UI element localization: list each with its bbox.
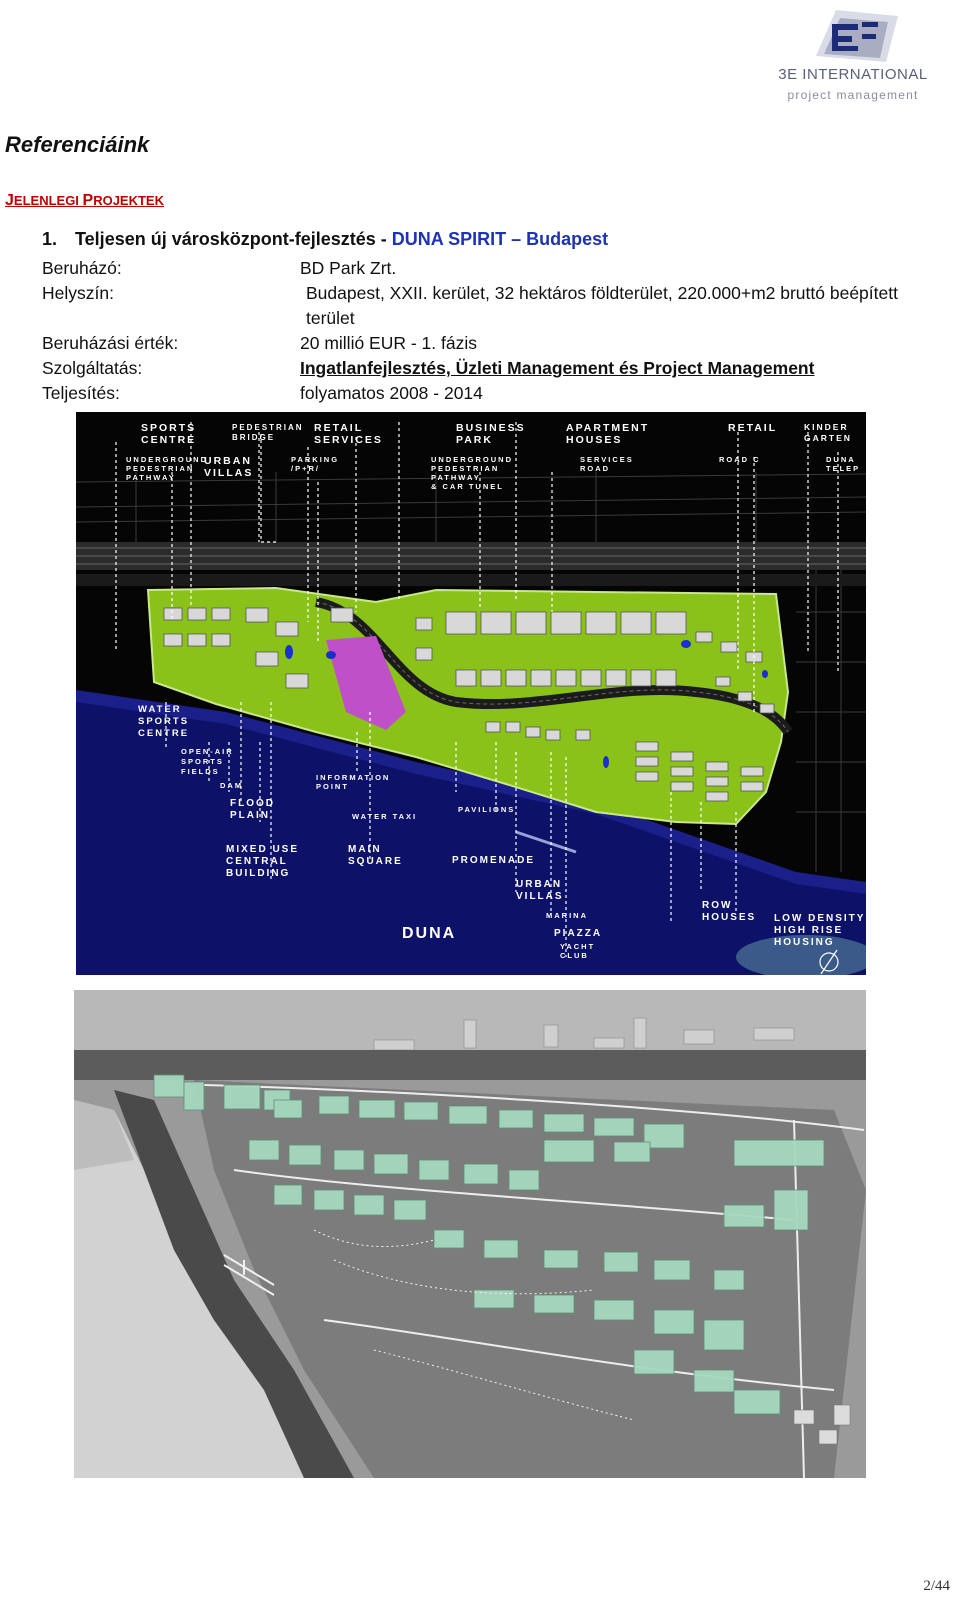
plan-label-row-houses: HOUSES <box>702 912 757 923</box>
detail-label: Helyszín: <box>42 283 114 303</box>
project-number: 1. <box>42 229 58 249</box>
detail-row-location <box>42 281 932 331</box>
plan-label-road-c: ROAD C <box>719 455 761 464</box>
plan-label-low-density: LOW DENSITY <box>774 913 866 924</box>
plan-label-information-point: INFORMATION <box>316 773 391 782</box>
plan-label-urban-villas-bottom: VILLAS <box>516 891 564 902</box>
plan-label-urban-villas-top: URBAN <box>204 455 252 467</box>
plan-label-business-park: PARK <box>456 434 493 446</box>
project-name: DUNA SPIRIT – Budapest <box>391 229 609 249</box>
plan-label-mixed-use: CENTRAL <box>226 856 288 867</box>
company-logo <box>766 8 938 108</box>
plan-label-water-sports: CENTRE <box>138 728 190 739</box>
plan-label-yacht-club: YACHT <box>560 942 596 951</box>
plan-label-underground-car: & CAR TUNEL <box>431 482 504 491</box>
detail-label: Beruházási érték: <box>42 333 179 353</box>
plan-label-flood-plain: FLOOD <box>230 798 275 809</box>
page-title: Referenciáink <box>5 132 150 157</box>
plan-label-services-road: ROAD <box>580 464 611 473</box>
plan-label-dam: DAM <box>220 781 244 790</box>
detail-row-value <box>42 331 932 356</box>
plan-label-duna-telep: DUNA <box>826 455 856 464</box>
aerial-rendering-image <box>74 990 866 1478</box>
plan-label-urban-villas-top: VILLAS <box>204 467 254 479</box>
plan-label-marina: MARINA <box>546 911 588 920</box>
detail-value: Budapest, XXII. kerület, 32 hektáros földterület, 220.000+m2 bruttó beépített terület <box>306 283 898 328</box>
plan-label-underground-car: PEDESTRIAN <box>431 464 500 473</box>
detail-row-service <box>42 356 932 381</box>
project-heading <box>42 229 608 250</box>
section-heading-part-2: ROJEKTEK <box>93 193 164 208</box>
plan-label-main-square: SQUARE <box>348 856 403 867</box>
plan-label-flood-plain: PLAIN <box>230 810 270 821</box>
detail-value: 20 millió EUR - 1. fázis <box>300 333 477 353</box>
section-heading-initial-1: J <box>5 192 14 209</box>
logo-mark-icon <box>806 8 898 66</box>
project-title-prefix: Teljesen új városközpont-fejlesztés - <box>75 229 392 249</box>
logo-tagline: project management <box>787 88 919 102</box>
section-heading <box>5 192 164 210</box>
plan-label-kinder-garten: KINDER <box>804 422 849 432</box>
plan-label-underground-pathway: PATHWAY <box>126 473 176 482</box>
plan-label-information-point: POINT <box>316 782 349 791</box>
project-details <box>42 256 932 406</box>
detail-label: Teljesítés: <box>42 383 120 403</box>
plan-label-open-air: FIELDS <box>181 767 220 776</box>
plan-label-sports-centre: CENTRE <box>141 434 197 446</box>
plan-label-low-density: HIGH RISE <box>774 925 844 936</box>
plan-label-apartment-houses: HOUSES <box>566 434 623 446</box>
plan-label-pedestrian-bridge: BRIDGE <box>232 433 276 442</box>
detail-value: folyamatos 2008 - 2014 <box>300 383 483 403</box>
plan-label-pedestrian-bridge: PEDESTRIAN <box>232 423 304 432</box>
plan-label-open-air: SPORTS <box>181 757 224 766</box>
plan-label-underground-pathway: UNDERGROUND <box>126 455 208 464</box>
section-heading-part-1: ELENLEGI <box>13 193 83 208</box>
plan-label-low-density: HOUSING <box>774 937 835 948</box>
plan-label-apartment-houses: APARTMENT <box>566 422 650 434</box>
plan-label-row-houses: ROW <box>702 900 733 911</box>
plan-label-main-square: MAIN <box>348 844 382 855</box>
plan-label-retail-services: SERVICES <box>314 434 383 446</box>
plan-label-sports-centre: SPORTS <box>141 422 197 434</box>
plan-label-open-air: OPEN-AIR <box>181 747 234 756</box>
plan-label-yacht-club: CLUB <box>560 951 589 960</box>
plan-label-urban-villas-bottom: URBAN <box>516 879 563 890</box>
plan-label-kinder-garten: GARTEN <box>804 433 852 443</box>
plan-label-underground-car: UNDERGROUND <box>431 455 513 464</box>
plan-label-water-taxi: WATER TAXI <box>352 812 418 821</box>
plan-label-mixed-use: BUILDING <box>226 868 291 879</box>
logo-name: 3E INTERNATIONAL <box>778 66 928 83</box>
master-plan-image <box>76 412 866 975</box>
plan-label-underground-car: PATHWAY <box>431 473 481 482</box>
plan-label-retail-services: RETAIL <box>314 422 364 434</box>
plan-label-parking: PARKING <box>291 455 340 464</box>
plan-label-retail: RETAIL <box>728 422 778 434</box>
detail-label: Szolgáltatás: <box>42 358 143 378</box>
plan-label-underground-pathway: PEDESTRIAN <box>126 464 195 473</box>
plan-label-duna-telep: TELEP <box>826 464 861 473</box>
detail-row-investor <box>42 256 932 281</box>
section-heading-initial-2: P <box>82 192 94 209</box>
page-number: 2/44 <box>923 1578 950 1594</box>
detail-label: Beruházó: <box>42 258 122 278</box>
plan-label-mixed-use: MIXED USE <box>226 844 300 855</box>
plan-label-promenade: PROMENADE <box>452 855 536 866</box>
plan-label-services-road: SERVICES <box>580 455 634 464</box>
plan-label-piazza: PIAZZA <box>554 928 603 939</box>
plan-label-duna: DUNA <box>402 925 457 942</box>
plan-label-water-sports: WATER <box>138 704 182 715</box>
detail-value: Ingatlanfejlesztés, Üzleti Management és Project Management <box>300 358 815 378</box>
detail-row-completion <box>42 381 932 406</box>
plan-label-water-sports: SPORTS <box>138 716 190 727</box>
plan-label-pavilions: PAVILIONS <box>458 805 516 814</box>
plan-label-business-park: BUSINESS <box>456 422 526 434</box>
detail-value: BD Park Zrt. <box>300 258 397 278</box>
plan-label-parking: /P+R/ <box>291 464 320 473</box>
